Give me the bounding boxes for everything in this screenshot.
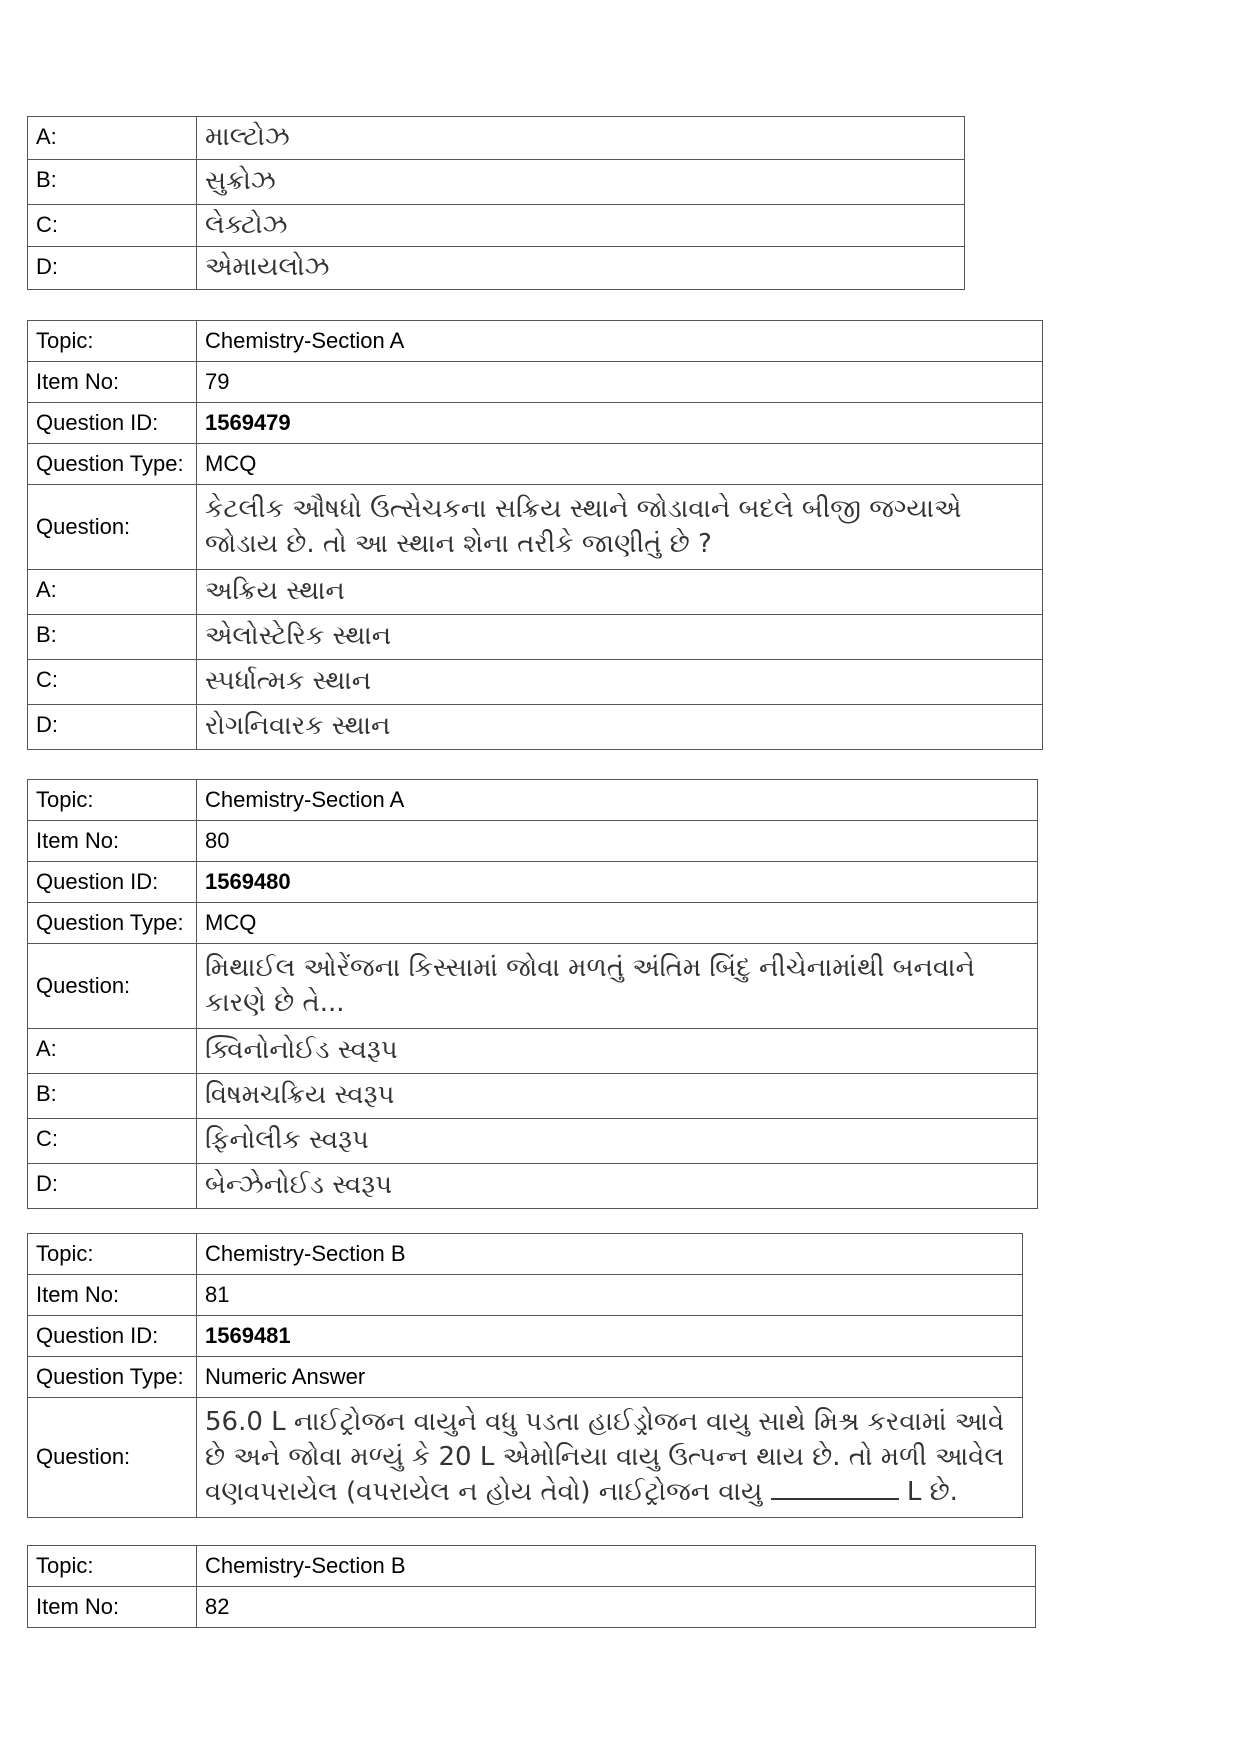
topic-label: Topic: — [28, 321, 197, 362]
topic-value: Chemistry-Section A — [197, 780, 1038, 821]
option-text: લેક્ટોઝ — [197, 205, 965, 247]
option-text: સુક્રોઝ — [197, 160, 965, 205]
question-label: Question: — [28, 944, 197, 1029]
topic-label: Topic: — [28, 780, 197, 821]
question-text-part2: L છે. — [906, 1477, 958, 1508]
option-label: C: — [28, 205, 197, 247]
option-text: એલોસ્ટેરિક સ્થાન — [197, 615, 1043, 660]
question-text — [197, 1398, 1023, 1518]
option-label: B: — [28, 160, 197, 205]
question-type-value: MCQ — [197, 444, 1043, 485]
item-no-value: 82 — [197, 1587, 1036, 1628]
question-id-value: 1569479 — [197, 403, 1043, 444]
topic-value: Chemistry-Section B — [197, 1234, 1023, 1275]
question-type-label: Question Type: — [28, 444, 197, 485]
option-label: C: — [28, 660, 197, 705]
item-no-label: Item No: — [28, 821, 197, 862]
option-label: D: — [28, 247, 197, 290]
question-block-82 — [27, 1545, 1036, 1628]
option-label: D: — [28, 705, 197, 750]
option-text: ક્વિનોનોઈડ સ્વરૂપ — [197, 1029, 1038, 1074]
item-no-value: 79 — [197, 362, 1043, 403]
question-text: કેટલીક ઔષધો ઉત્સેચકના સક્રિય સ્થાને જોડાવાને બદલે બીજી જગ્યાએ જોડાય છે. તો આ સ્થાન શેના તરીકે જાણીતું છે ? — [197, 485, 1043, 570]
option-label: A: — [28, 1029, 197, 1074]
topic-label: Topic: — [28, 1546, 197, 1587]
question-text-part1: 56.0 L નાઈટ્રોજન વાયુને વધુ પડતા હાઈડ્રોજન વાયુ સાથે મિશ્ર કરવામાં આવે છે અને જોવા મળ્યું કે 20 L એમોનિયા વાયુ ઉત્પન્ન થાય છે. તો મળી આવેલ વણવપરાયેલ (વપરાયેલ ન હોય તેવો) નાઈટ્રોજન વાયુ — [205, 1406, 1005, 1508]
option-text: અક્રિય સ્થાન — [197, 570, 1043, 615]
item-no-value: 80 — [197, 821, 1038, 862]
question-type-value: MCQ — [197, 903, 1038, 944]
question-id-value: 1569480 — [197, 862, 1038, 903]
question-id-label: Question ID: — [28, 403, 197, 444]
option-label: C: — [28, 1119, 197, 1164]
option-text: સ્પર્ધાત્મક સ્થાન — [197, 660, 1043, 705]
option-label: D: — [28, 1164, 197, 1209]
question-id-value: 1569481 — [197, 1316, 1023, 1357]
option-text: બેન્ઝેનોઈડ સ્વરૂપ — [197, 1164, 1038, 1209]
option-label: A: — [28, 570, 197, 615]
question-type-label: Question Type: — [28, 1357, 197, 1398]
option-label: B: — [28, 615, 197, 660]
answer-blank — [771, 1476, 899, 1500]
question-block-80 — [27, 779, 1038, 1209]
option-label: A: — [28, 117, 197, 160]
topic-label: Topic: — [28, 1234, 197, 1275]
item-no-value: 81 — [197, 1275, 1023, 1316]
option-text: રોગનિવારક સ્થાન — [197, 705, 1043, 750]
option-text: ફિનોલીક સ્વરૂપ — [197, 1119, 1038, 1164]
option-text: એમાયલોઝ — [197, 247, 965, 290]
topic-value: Chemistry-Section B — [197, 1546, 1036, 1587]
option-text: માલ્ટોઝ — [197, 117, 965, 160]
question-label: Question: — [28, 485, 197, 570]
item-no-label: Item No: — [28, 1275, 197, 1316]
question-type-label: Question Type: — [28, 903, 197, 944]
option-text: વિષમચક્રિય સ્વરૂપ — [197, 1074, 1038, 1119]
question-text: મિથાઈલ ઓરેંજના કિસ્સામાં જોવા મળતું અંતિમ બિંદુ નીચેનામાંથી બનવાને કારણે છે તે... — [197, 944, 1038, 1029]
question-id-label: Question ID: — [28, 1316, 197, 1357]
item-no-label: Item No: — [28, 1587, 197, 1628]
question-block-options-continued — [27, 116, 965, 290]
question-type-value: Numeric Answer — [197, 1357, 1023, 1398]
topic-value: Chemistry-Section A — [197, 321, 1043, 362]
question-block-79 — [27, 320, 1043, 750]
question-block-81 — [27, 1233, 1023, 1518]
question-label: Question: — [28, 1398, 197, 1518]
option-label: B: — [28, 1074, 197, 1119]
question-id-label: Question ID: — [28, 862, 197, 903]
item-no-label: Item No: — [28, 362, 197, 403]
